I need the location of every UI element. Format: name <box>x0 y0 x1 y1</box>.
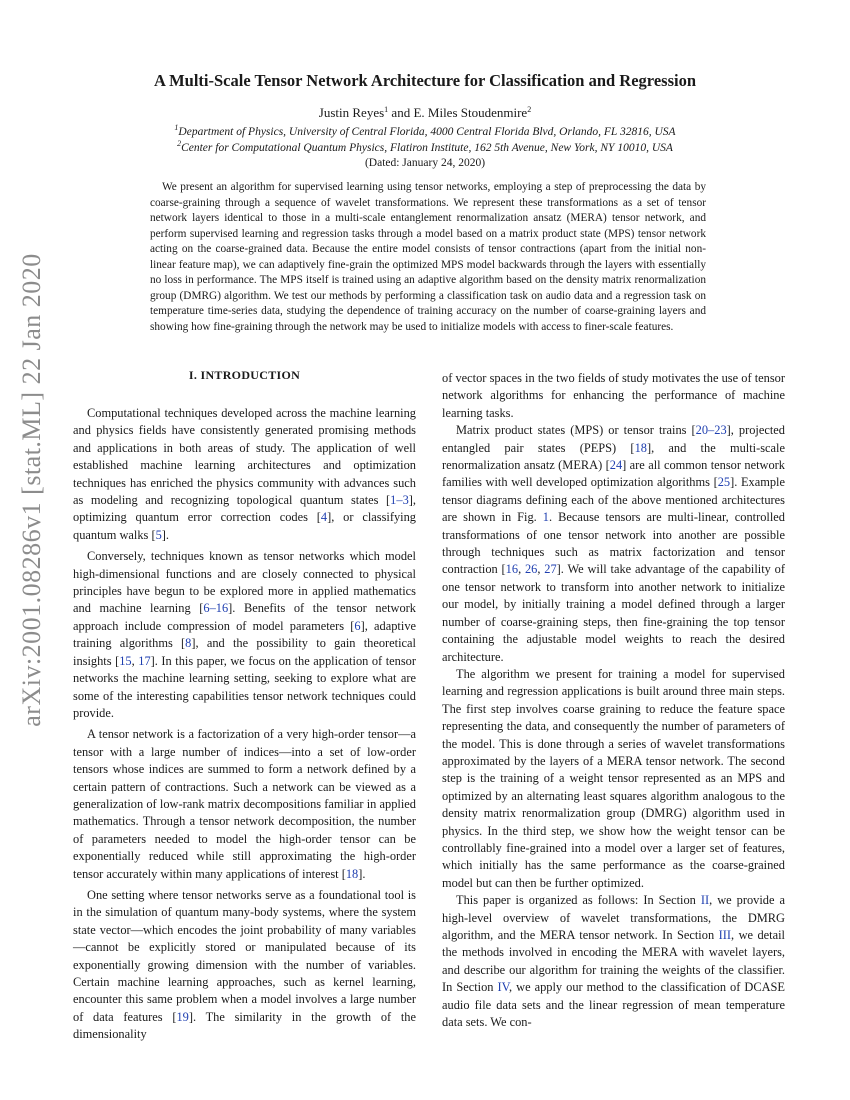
intro-paragraph: of vector spaces in the two fields of study motivates the use of tensor network algorithms for enhancing the performance of machine learning tasks. <box>442 371 785 420</box>
arxiv-sidebar <box>4 253 60 727</box>
left-column <box>73 405 416 1044</box>
figure-link[interactable]: 1 <box>542 510 549 525</box>
citation-link[interactable]: 24 <box>609 458 623 473</box>
intro-paragraph: This paper is organized as follows: In Section II, we provide a high-level overview of wavelet transformations, the DMRG algorithm, and the MERA tensor network. In Section III, we detail the methods involved in encoding the MERA with wavelet layers, and describe our algorithm for training the weights of the classifier. In Section IV, we apply our method to the classification of DCASE audio file data sets and the linear regression of mean temperature data sets. We con- <box>442 893 785 1030</box>
citation-link[interactable]: 16 <box>505 562 519 577</box>
paper-title: A Multi-Scale Tensor Network Architecture for Classification and Regression <box>153 71 697 90</box>
affiliation-marker: 2 <box>527 105 532 114</box>
affiliation-1 <box>0 123 850 138</box>
citation-link[interactable]: 18 <box>345 866 359 881</box>
affiliation-text: Center for Computational Quantum Physics, Flatiron Institute, 162 5th Avenue, New York, NY 10010, USA <box>181 142 673 154</box>
section-heading-introduction: I. INTRODUCTION <box>188 368 301 382</box>
citation-link[interactable]: 6–16 <box>203 601 229 616</box>
section-link[interactable]: III <box>718 928 731 942</box>
citation-link[interactable]: 8 <box>185 636 192 651</box>
intro-paragraph: Computational techniques developed across the machine learning and physics fields have consistently generated promising methods and applications in both areas of study. The application of well established machine learning architectures and optimization techniques has enriched the physics community with advances such as modeling and recognizing topological quantum states [1–3], optimizing quantum error correction codes [4], or classifying quantum walks [5]. <box>73 406 416 542</box>
affiliation-text: Department of Physics, University of Central Florida, 4000 Central Florida Blvd, Orlando, FL 32816, USA <box>178 126 676 138</box>
author-line <box>0 105 850 121</box>
citation-link[interactable]: 4 <box>320 510 328 525</box>
citation-link[interactable]: 18 <box>634 440 647 455</box>
citation-link[interactable]: 20–23 <box>695 423 727 438</box>
arxiv-identifier: arXiv:2001.08286v1 [stat.ML] 22 Jan 2020 <box>17 253 46 727</box>
affiliation-marker: 2 <box>177 139 182 148</box>
affiliation-marker: 1 <box>174 123 179 132</box>
citation-link[interactable]: 15 <box>119 653 132 668</box>
affiliation-2 <box>0 139 850 154</box>
citation-link[interactable]: 6 <box>354 618 361 633</box>
citation-link[interactable]: 19 <box>176 1009 189 1024</box>
citation-link[interactable]: 5 <box>155 527 162 542</box>
intro-paragraph: A tensor network is a factorization of a very high-order tensor—a tensor with a large number of indices—into a set of low-order tensors whose indices are summed to form a network defined by a certain pattern of contractions. Such a network can be viewed as a generalization of low-rank matrix decompositions familiar in applied mathematics. Through a tensor network decomposition, the number of parameters needed to model the high-order tensor can be exponentially reduced while still approximating the high-order tensor accurately within many applications of interest [18]. <box>73 727 416 881</box>
citation-link[interactable]: 1–3 <box>390 493 409 508</box>
citation-link[interactable]: 26 <box>524 562 538 577</box>
section-link[interactable]: IV <box>497 980 510 995</box>
intro-paragraph: One setting where tensor networks serve as a foundational tool is in the simulation of quantum many-body systems, where the system state vector—which encodes the joint probability of many variables—cannot be explicitly stored or manipulated because of its exponentially growing dimension with the number of variables. Certain machine learning approaches, such as kernel learning, encounter this same problem when a model involves a large number of data features [19]. The similarity in the growth of the dimensionality <box>73 887 417 1042</box>
affiliation-marker: 1 <box>384 105 389 114</box>
abstract: We present an algorithm for supervised learning using tensor networks, employing a step of preprocessing the data by coarse-graining through a sequence of wavelet transformations. We represent these transformations as a set of tensor network layers identical to those in a multi-scale entanglement renormalization ansatz (MERA) tensor network, and perform supervised learning and regression tasks through a model based on a matrix product state (MPS) tensor network acting on the coarse-grained data. Because the entire model consists of tensor contractions (apart from the initial non-linear feature map), we can adaptively fine-grain the optimized MPS model backwards through the layers with essentially no loss in performance. The MPS itself is trained using an adaptive algorithm based on the density matrix renormalization group (DMRG) algorithm. We test our methods by performing a classification task on audio data and a regression task on temperature time-series data, studying the dependence of training accuracy on the number of coarse-graining layers and showing how fine-graining through the network may be used to initialize models with access to finer-scale features. <box>150 181 706 333</box>
author-name: E. Miles Stoudenmire <box>413 105 528 120</box>
section-link[interactable]: II <box>700 893 710 908</box>
intro-paragraph: The algorithm we present for training a model for supervised learning and regression applications is built around three main steps. The first step involves coarse graining to reduce the feature space representing the data, and consequently the number of parameters of the model. This is done through a series of wavelet transformations approximated by the layers of a MERA tensor network. The second step is the training of a weight tensor represented as an MPS and optimized by an alternating least squares algorithm analogous to the density matrix renormalization group (DMRG) algorithm used in physics. In the third step, we show how the weight tensor can be controllably fine-grained into a model over a larger set of features, which initially has the same performance as the coarse-grained model but can then be further optimized. <box>442 666 785 890</box>
author-conjunction: and <box>388 105 414 120</box>
citation-link[interactable]: 17 <box>138 653 151 668</box>
date-line: (Dated: January 24, 2020) <box>364 157 486 169</box>
intro-paragraph: Matrix product states (MPS) or tensor trains [20–23], projected entangled pair states (PEPS) [18], and the multi-scale renormalization ansatz (MERA) [24] are all common tensor network families with well developed optimization algorithms [25]. Example tensor diagrams defining each of the above mentioned architectures are shown in Fig. 1. Because tensors are multi-linear, controlled transformations of one tensor network into another are possible through techniques such as matrix factorization and tensor contraction [16, 26, 27]. We will take advantage of the capability of one tensor network to transform into another network to initialize our model, by initially training a model defined through a larger number of coarse-graining steps, then fine-graining the top tensor containing the adjustable model weights to reach the desired architecture. <box>442 423 785 664</box>
right-column <box>442 370 785 1031</box>
intro-paragraph: Conversely, techniques known as tensor networks which model high-dimensional functions and are closely connected to physical principles have begun to be explored more in applied mathematics and machine learning [6–16]. Benefits of the tensor network approach include compression of model parameters [6], adaptive training algorithms [8], and the possibility to gain theoretical insights [15, 17]. In this paper, we focus on the application of tensor networks the machine learning setting, seeking to explore what are some of the interesting capabilities tensor network techniques could provide. <box>73 549 417 720</box>
citation-link[interactable]: 27 <box>544 562 557 577</box>
author-name: Justin Reyes <box>318 105 385 120</box>
citation-link[interactable]: 25 <box>717 475 731 490</box>
